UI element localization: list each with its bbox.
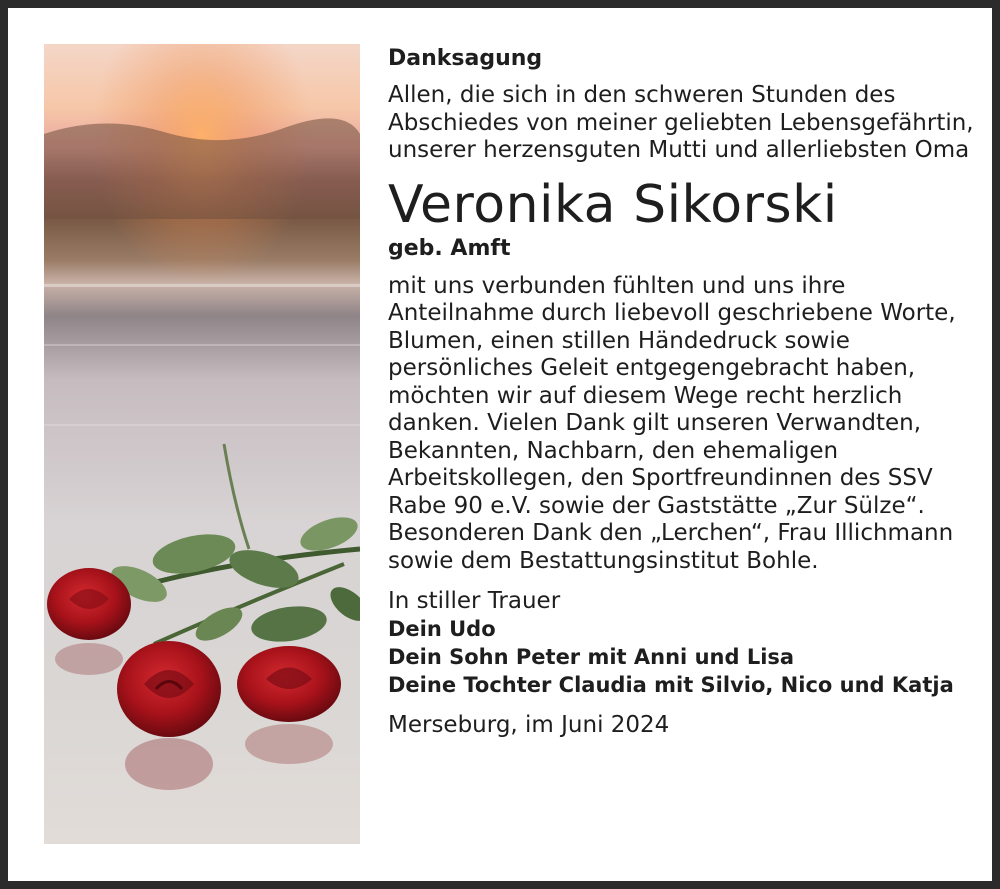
deceased-name: Veronika Sikorski — [388, 174, 838, 235]
thanks-paragraph: mit uns verbunden fühlten und uns ihre Anteilnahme durch liebevoll geschriebene Worte, Blumen, einen stillen Händedruck sowie persönliches Geleit entgegengebracht haben, möchten wir auf diesem Wege recht herzlich danken. Vielen Dank gilt unseren Verwandten, Bekannten, Nachbarn, den ehemaligen Arbeitskollegen, den Sportfreundinnen des SSV Rabe 90 e.V. sowie der Gaststätte „Zur Sülze“. Besonderen Dank den „Lerchen“, Frau Illichmann sowie dem Bestattungsinstitut Bohle. — [388, 272, 956, 574]
notice-heading: Danksagung — [388, 46, 543, 71]
obituary-card — [8, 8, 992, 881]
mourner-line: Dein Sohn Peter mit Anni und Lisa — [388, 645, 795, 669]
roses-photo — [44, 44, 360, 844]
mourner-line: Dein Udo — [388, 617, 496, 641]
mourning-intro: In stiller Trauer — [388, 588, 561, 614]
notice-text — [388, 44, 978, 739]
place-date: Merseburg, im Juni 2024 — [388, 712, 670, 738]
birth-name: geb. Amft — [388, 235, 511, 261]
mourner-line: Deine Tochter Claudia mit Silvio, Nico und Katja — [388, 673, 954, 697]
intro-paragraph: Allen, die sich in den schweren Stunden des Abschiedes von meiner geliebten Lebensgefährtin, unserer herzensguten Mutti und allerliebsten Oma — [388, 82, 974, 163]
